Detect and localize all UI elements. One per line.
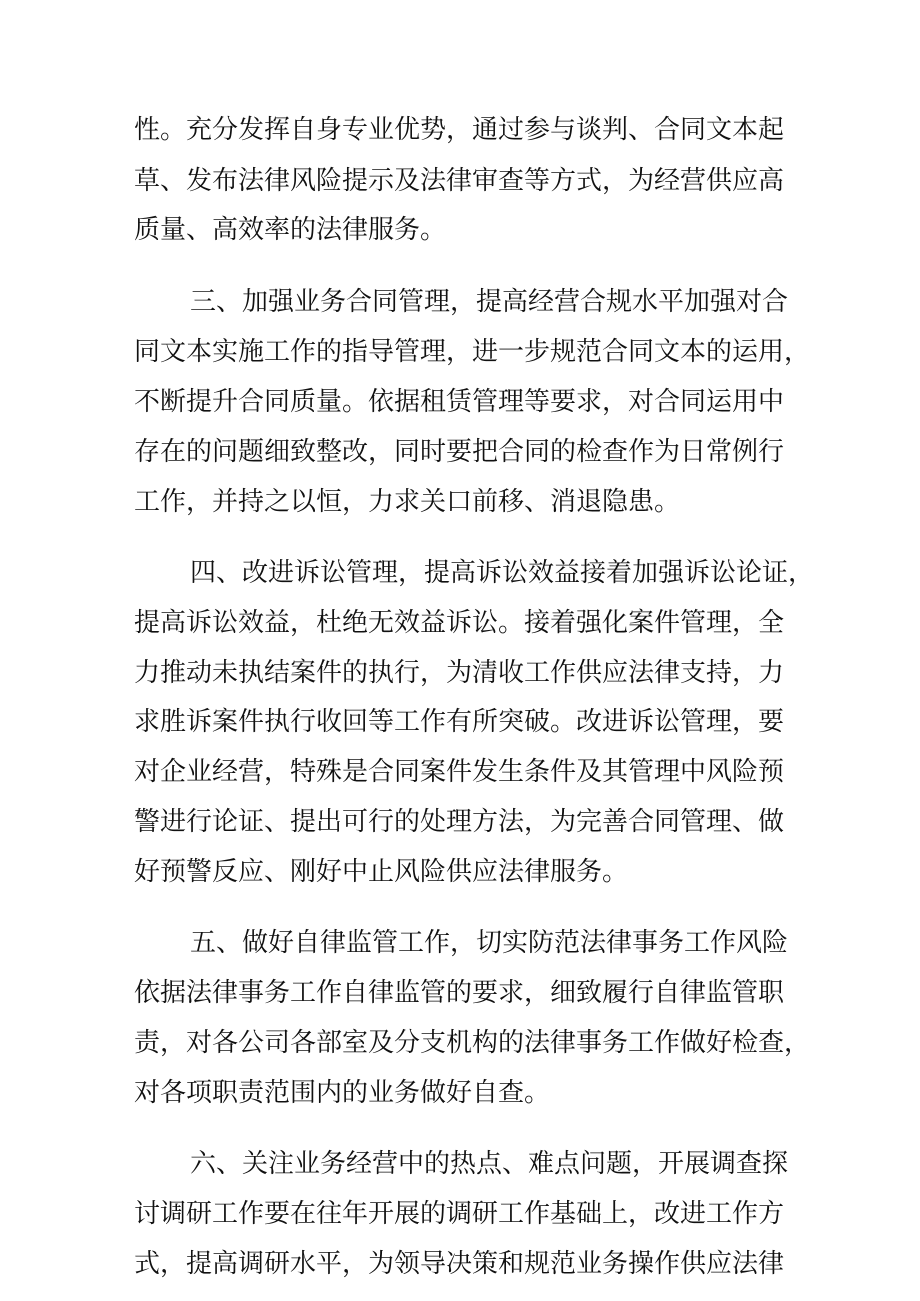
text-line: 质量、高效率的法律服务。 bbox=[134, 215, 447, 245]
text-line: 讨调研工作要在往年开展的调研工作基础上，改进工作方 bbox=[134, 1199, 785, 1229]
text-line: 力推动未执结案件的执行，为清收工作供应法律支持，力 bbox=[134, 658, 785, 688]
section-heading-line: 三、加强业务合同管理，提高经营合规水平加强对合 bbox=[190, 287, 789, 317]
text-line: 好预警反应、刚好中止风险供应法律服务。 bbox=[134, 857, 629, 887]
section-heading-line: 五、做好自律监管工作，切实防范法律事务工作风险 bbox=[190, 928, 789, 958]
text-line: 警进行论证、提出可行的处理方法，为完善合同管理、做 bbox=[134, 807, 785, 837]
text-line: 性。充分发挥自身专业优势，通过参与谈判、合同文本起 bbox=[134, 115, 785, 145]
text-line: 不断提升合同质量。依据租赁管理等要求，对合同运用中 bbox=[134, 387, 785, 417]
text-line: 对各项职责范围内的业务做好自查。 bbox=[134, 1078, 551, 1108]
section-heading-line: 六、关注业务经营中的热点、难点问题，开展调查探 bbox=[190, 1149, 789, 1179]
text-line: 求胜诉案件执行收回等工作有所突破。改进诉讼管理，要 bbox=[134, 707, 785, 737]
text-line: 式，提高调研水平，为领导决策和规范业务操作供应法律 bbox=[134, 1249, 785, 1279]
text-line: 存在的问题细致整改，同时要把合同的检查作为日常例行 bbox=[134, 437, 785, 467]
text-line: 草、发布法律风险提示及法律审查等方式，为经营供应高 bbox=[134, 166, 785, 196]
text-line: 同文本实施工作的指导管理，进一步规范合同文本的运用， bbox=[134, 337, 811, 367]
text-line: 工作，并持之以恒，力求关口前移、消退隐患。 bbox=[134, 487, 681, 517]
section-heading-line: 四、改进诉讼管理，提高诉讼效益接着加强诉讼论证， bbox=[190, 558, 815, 588]
text-line: 对企业经营，特殊是合同案件发生条件及其管理中风险预 bbox=[134, 757, 785, 787]
text-line: 提高诉讼效益，杜绝无效益诉讼。接着强化案件管理，全 bbox=[134, 608, 785, 638]
text-line: 责，对各公司各部室及分支机构的法律事务工作做好检查， bbox=[134, 1028, 811, 1058]
text-line: 依据法律事务工作自律监管的要求，细致履行自律监管职 bbox=[134, 978, 785, 1008]
